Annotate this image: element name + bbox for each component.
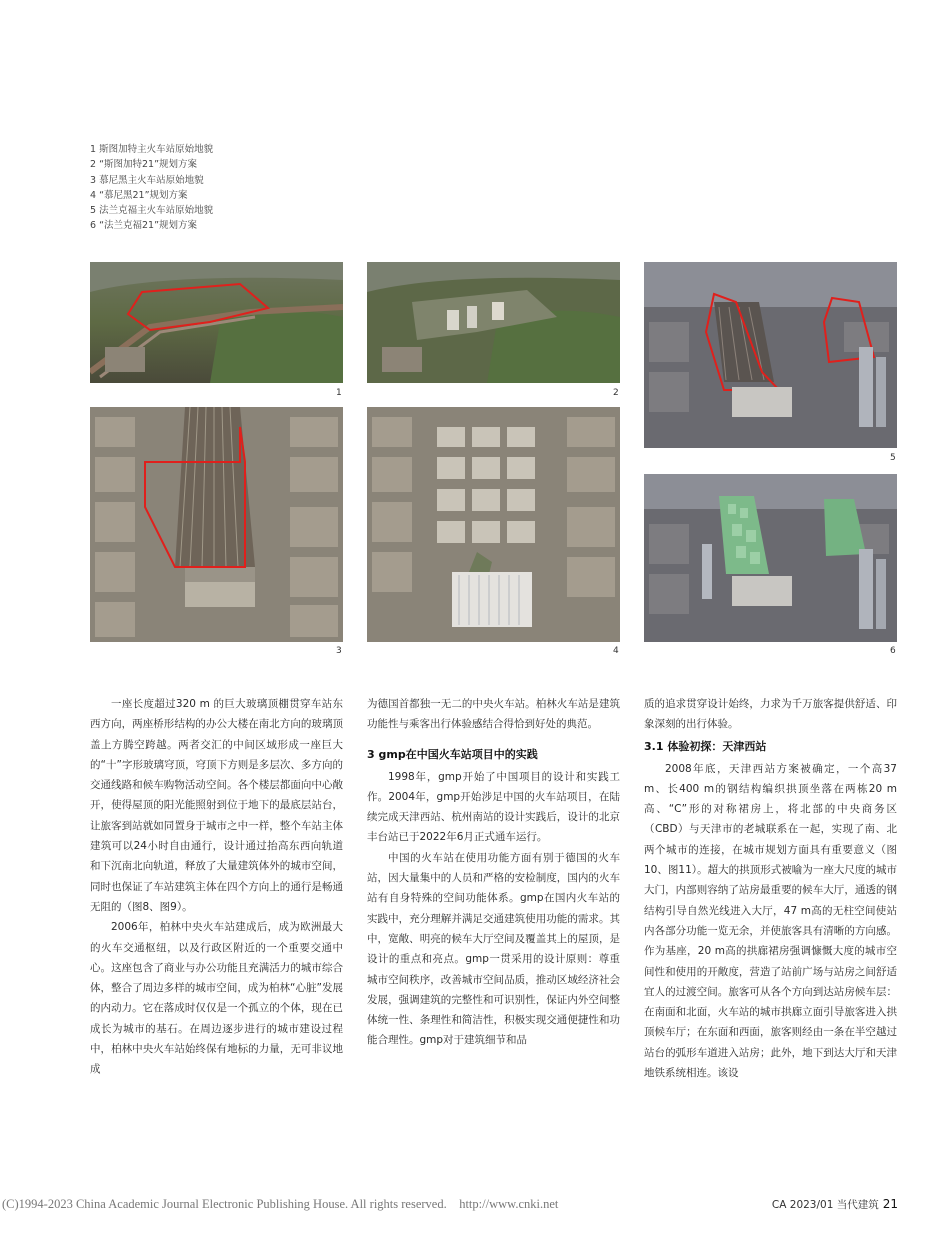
text-column-2 bbox=[367, 694, 620, 1051]
figure-number-5: 5 bbox=[890, 453, 896, 463]
text-column-3 bbox=[644, 694, 897, 1083]
aerial-photo-stuttgart-original bbox=[90, 262, 343, 383]
figure-number-4: 4 bbox=[613, 646, 619, 656]
figure-number-2: 2 bbox=[613, 388, 619, 398]
paragraph: 为德国首都独一无二的中央火车站。柏林火车站是建筑功能性与乘客出行体验感结合得恰到好处的典范。 bbox=[367, 698, 620, 731]
copyright-footer: (C)1994-2023 China Academic Journal Electronic Publishing House. All rights reserved. http://www.cnki.net bbox=[2, 1197, 559, 1211]
figure-captions bbox=[90, 142, 213, 234]
paragraph: 2006年，柏林中央火车站建成后，成为欧洲最大的火车交通枢纽，以及行政区附近的一个重要交通中心。这座包含了商业与办公功能且充满活力的城市综合体，整合了周边多样的城市空间，成为柏林“心脏”发展的内动力。它在落成时仅仅是一个孤立的个体，现在已成长为城市的基石。在周边逐步进行的城市建设过程中，柏林中央火车站始终保有地标的力量，无可非议地成 bbox=[90, 921, 343, 1076]
aerial-photo-munich-plan bbox=[367, 407, 620, 642]
caption-2: 2 “斯图加特21”规划方案 bbox=[90, 159, 197, 171]
aerial-photo-munich-original bbox=[90, 407, 343, 642]
subsection-heading: 3.1 体验初探：天津西站 bbox=[644, 739, 767, 753]
page-number: 21 bbox=[882, 1197, 898, 1211]
aerial-photo-frankfurt-original bbox=[644, 262, 897, 448]
figure-number-1: 1 bbox=[336, 388, 342, 398]
paragraph: 1998年，gmp开始了中国项目的设计和实践工作。2004年，gmp开始涉足中国的火车站项目，在陆续完成天津西站、杭州南站的设计实践后，设计的北京丰台站已于2022年6月正式通车运行。 bbox=[367, 770, 620, 844]
text-column-1 bbox=[90, 694, 343, 1080]
aerial-photo-stuttgart-plan bbox=[367, 262, 620, 383]
figure-number-3: 3 bbox=[336, 646, 342, 656]
caption-3: 3 慕尼黑主火车站原始地貌 bbox=[90, 174, 204, 186]
figure-number-6: 6 bbox=[890, 646, 896, 656]
caption-5: 5 法兰克福主火车站原始地貌 bbox=[90, 205, 214, 217]
caption-6: 6 “法兰克福21”规划方案 bbox=[90, 220, 197, 232]
paragraph: 质的追求贯穿设计始终，力求为千万旅客提供舒适、印象深刻的出行体验。 bbox=[644, 698, 897, 731]
paragraph: 中国的火车站在使用功能方面有别于德国的火车站，因大量集中的人员和严格的安检制度，国内的火车站有自身特殊的空间功能体系。gmp在国内火车站的实践中，充分理解并满足交通建筑使用功能的需求。其中，宽敞、明亮的候车大厅空间及覆盖其上的屋顶，是设计的重点和亮点。gmp一贯采用的设计原则：尊重城市空间秩序，改善城市空间品质，推动区域经济社会发展，强调建筑的完整性和可识别性，保证内外空间整体统一性、条理性和简洁性，积极实现交通便捷性和功能合理性。gmp对于建筑细节和品 bbox=[367, 851, 620, 1047]
caption-1: 1 斯图加特主火车站原始地貌 bbox=[90, 144, 214, 155]
aerial-photo-frankfurt-plan bbox=[644, 474, 897, 642]
page-folio bbox=[772, 1197, 898, 1212]
paragraph: 一座长度超过320 m 的巨大玻璃顶棚贯穿车站东西方向，两座桥形结构的办公大楼在南北方向的玻璃顶盖上方腾空跨越。两者交汇的中间区域形成一座巨大的“十”字形玻璃穹顶，穹顶下方则是多层次、多方向的交通线路和候车购物活动空间。各个楼层都面向中心敞开，使得屋顶的阳光能照射到位于地下的最底层站台，让旅客到站就如同置身于城市之中一样，整个车站主体建筑可以24小时自由通行，设计通过抬高东西向轨道和下沉南北向轨道，释放了大量建筑体外的城市空间，同时也保证了车站建筑主体在四个方向上的通行是畅通无阻的（图8、图9）。 bbox=[90, 698, 343, 913]
section-heading: 3 gmp在中国火车站项目中的实践 bbox=[367, 747, 538, 761]
journal-issue: CA 2023/01 当代建筑 bbox=[771, 1199, 879, 1211]
caption-4: 4 “慕尼黑21”规划方案 bbox=[90, 189, 188, 201]
paragraph: 2008年底，天津西站方案被确定，一个高37 m、长400 m的钢结构编织拱顶坐落在两栋20 m高、“C”形的对称裙房上，将北部的中央商务区（CBD）与天津市的老城联系在一起，实现了南、北两个城市的连接，在城市规划方面具有重要意义（图10、图11）。超大的拱顶形式被喻为一座大尺度的城市大门，内部则容纳了站房最重要的候车大厅，通透的钢结构引导自然光线进入大厅，47 m高的无柱空间使站内各部分功能一览无余，并使旅客具有清晰的方向感。作为基座，20 m高的拱廊裙房强调慷慨大度的城市空间性和使用的开敞度，营造了站前广场与站房之间舒适宜人的过渡空间。旅客可从各个方向到达站房候车层：在南面和北面，火车站的城市拱廊立面引导旅客进入拱顶候车厅；在东面和西面，旅客则经由一条在半空越过站台的弧形车道进入站房；此外，地下到达大厅和天津地铁系统相连。该设 bbox=[644, 762, 897, 1080]
